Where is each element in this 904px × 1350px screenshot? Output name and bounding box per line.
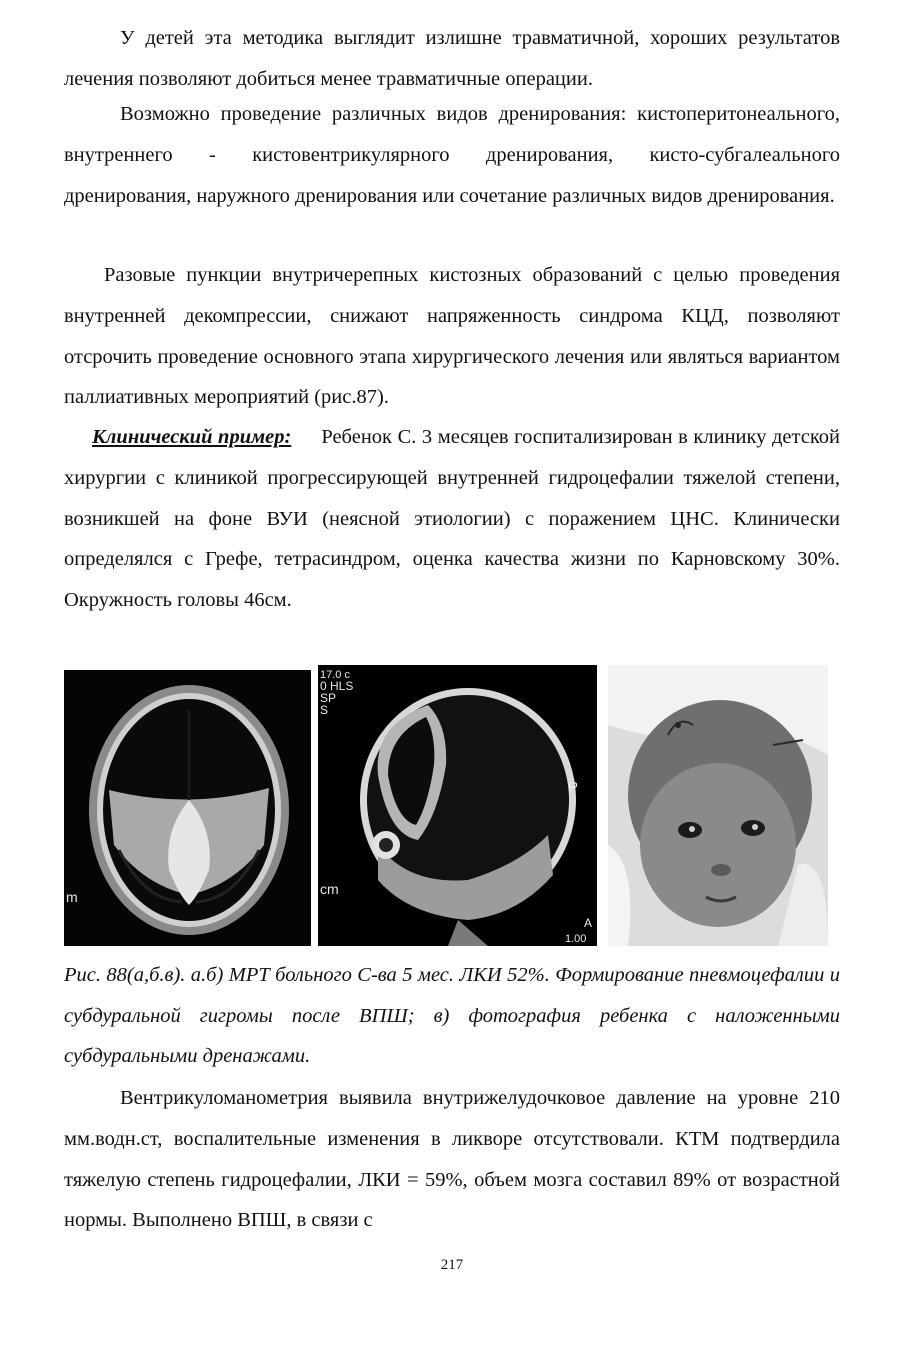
paragraph-5-text: Вентрикуломанометрия выявила внутрижелудочковое давление на уровне 210 мм.водн.ст, воспалительные изменения в ликворе отсутствовали. КТМ подтвердила тяжелую степень гидроцефалии, ЛКИ = 59%, объем мозга составил 89% от возрастной нормы. Выполнено ВПШ, в связи с [64, 1087, 840, 1232]
mri-a-scale-label: m [66, 889, 78, 905]
mri-b-label-bottom-a: A [584, 916, 593, 930]
mri-sagittal-image [318, 665, 597, 946]
paragraph-1-text: У детей эта методика выглядит излишне травматичной, хороших результатов лечения позволяют добиться менее травматичные операции. [64, 27, 840, 90]
paragraph-3-text: Разовые пункции внутричерепных кистозных образований с целью проведения внутренней декомпрессии, снижают напряженность синдрома КЦД, позволяют отсрочить проведение основного этапа хирургического лечения или являться вариантом паллиативных мероприятий (рис.87). [64, 264, 840, 409]
mri-b-label-bottom-b: 1.00 [565, 933, 587, 945]
mri-b-label-right: P [568, 779, 579, 796]
paragraph-5 [64, 1078, 840, 1241]
mri-b-label-left: cm [320, 881, 339, 897]
clinical-example-label: Клинический пример: [92, 426, 292, 448]
paragraph-2-text: Возможно проведение различных видов дренирования: кистоперитонеального, внутреннего - кистовентрикулярного дренирования, кисто-субгалеального дренирования, наружного дренирования или сочетание различных видов дренирования. [64, 103, 840, 207]
mri-b-label-top-1: 17.0 c [320, 669, 350, 681]
paragraph-2 [64, 94, 840, 216]
figure-caption: Рис. 88(а,б.в). а.б) МРТ больного С-ва 5 мес. ЛКИ 52%. Формирование пневмоцефалии и субдуральной гигромы после ВПШ; в) фотография ребенка с наложенными субдуральными дренажами. [64, 964, 840, 1068]
mri-b-label-top-4: S [320, 703, 329, 717]
mri-axial-image [64, 670, 311, 946]
clinical-example-text: Ребенок С. 3 месяцев госпитализирован в клинику детской хирургии с клиникой прогрессирующей внутренней гидроцефалии тяжелой степени, возникшей на фоне ВУИ (неясной этиологии) с поражением ЦНС. Клинически определялся с Грефе, тетрасиндром, оценка качества жизни по Карновскому 30%. Окружность головы 46см. [64, 426, 840, 612]
page-number: 217 [440, 1257, 464, 1273]
clinical-example-paragraph [64, 417, 840, 621]
paragraph-3 [64, 255, 840, 418]
mri-b-label-top-2: 0 HLS [320, 679, 354, 693]
mri-b-label-top-3: SP [320, 691, 337, 705]
child-photo [608, 665, 828, 946]
paragraph-1 [64, 18, 840, 100]
